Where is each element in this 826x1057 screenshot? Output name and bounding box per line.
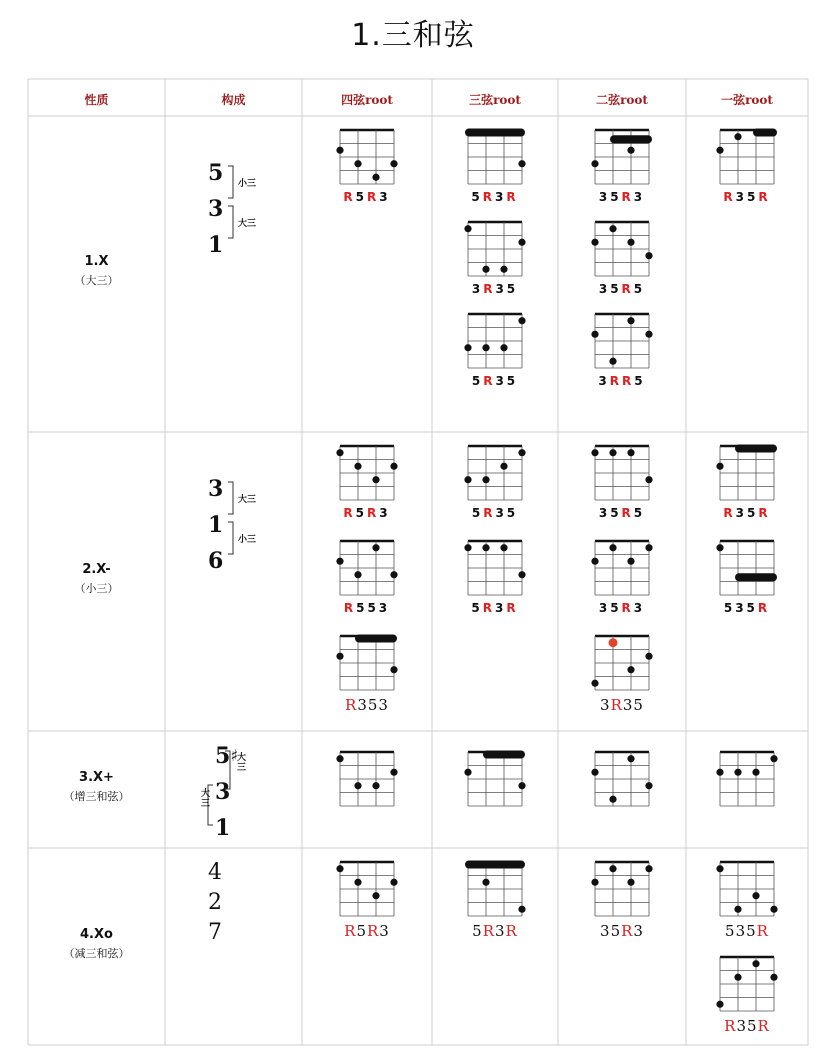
finger-dot — [354, 879, 361, 886]
note-label: 5 — [634, 374, 646, 388]
note-label: 5 — [471, 601, 483, 615]
note-label: 5 — [610, 506, 622, 520]
note-label: R — [367, 190, 380, 204]
chord-notes — [710, 190, 784, 204]
composition-number: 3 — [208, 196, 224, 222]
finger-dot — [591, 449, 598, 456]
note-label: 3 — [495, 922, 506, 940]
sharp-sign: ♯ — [230, 746, 239, 765]
chord-type-subtitle: （增三和弦） — [63, 789, 130, 803]
finger-dot — [645, 476, 652, 483]
composition-number: 5 — [208, 160, 224, 186]
chord-diagram — [589, 632, 655, 714]
barre-bar — [735, 573, 777, 581]
chord-type-subtitle: （小三） — [74, 581, 119, 595]
finger-dot — [627, 317, 634, 324]
finger-dot — [336, 147, 343, 154]
finger-dot — [500, 344, 507, 351]
note-label: R — [483, 374, 496, 388]
note-label: 3 — [471, 282, 484, 296]
finger-dot — [627, 755, 634, 762]
finger-dot — [591, 769, 598, 776]
finger-dot — [770, 755, 777, 762]
finger-dot — [372, 544, 379, 551]
note-label: 3 — [600, 696, 611, 714]
finger-dot — [645, 331, 652, 338]
note-label: R — [621, 601, 634, 615]
note-label: 3 — [379, 506, 391, 520]
note-label: R — [723, 506, 736, 520]
chord-notes — [330, 922, 404, 940]
composition-number: 4 — [208, 860, 222, 885]
chord-notes — [710, 506, 784, 520]
finger-dot — [390, 879, 397, 886]
chord-notes — [458, 601, 532, 615]
finger-dot — [518, 160, 525, 167]
note-label: 5 — [746, 922, 757, 940]
interval-label: 大三 — [238, 495, 257, 505]
finger-dot — [716, 544, 723, 551]
note-label: R — [757, 1017, 770, 1035]
note-label: 5 — [471, 506, 484, 520]
note-label: 5 — [746, 601, 758, 615]
chord-diagram — [589, 310, 655, 388]
chord-notes — [330, 696, 404, 714]
note-label: 3 — [598, 282, 611, 296]
note-label: 3 — [598, 190, 611, 204]
finger-dot — [482, 879, 489, 886]
chord-notes — [585, 374, 659, 388]
chord-diagram — [589, 858, 655, 940]
note-label: R — [621, 190, 634, 204]
note-label: R — [483, 282, 496, 296]
finger-dot — [464, 344, 471, 351]
chord-notes — [585, 922, 659, 940]
note-label: 5 — [633, 282, 646, 296]
chord-diagram — [462, 218, 528, 296]
note-label: 5 — [723, 601, 736, 615]
finger-dot — [645, 653, 652, 660]
chord-notes — [585, 601, 659, 615]
finger-dot — [716, 865, 723, 872]
finger-dot — [716, 463, 723, 470]
note-label: R — [758, 506, 771, 520]
note-label: R — [756, 922, 769, 940]
finger-dot — [734, 974, 741, 981]
finger-dot — [645, 865, 652, 872]
bracket — [225, 751, 230, 789]
note-label: R — [344, 922, 357, 940]
finger-dot — [645, 544, 652, 551]
finger-dot — [645, 252, 652, 259]
barre-bar — [355, 635, 397, 643]
finger-dot — [752, 960, 759, 967]
finger-dot — [716, 1001, 723, 1008]
barre-bar — [735, 445, 777, 453]
barre-bar — [465, 861, 525, 869]
composition-number: 1 — [208, 512, 224, 538]
chord-diagram — [462, 537, 528, 615]
note-label: 5 — [633, 696, 644, 714]
composition-number: 3 — [208, 476, 224, 502]
chord-diagram — [714, 748, 780, 810]
bracket — [228, 522, 233, 554]
note-label: 5 — [610, 190, 622, 204]
note-label: 3 — [378, 696, 389, 714]
finger-dot — [609, 225, 616, 232]
finger-dot — [627, 558, 634, 565]
chord-notes — [458, 282, 532, 296]
chord-type-name: 1.X — [84, 254, 109, 269]
interval-label: 小三 — [238, 179, 257, 189]
finger-dot — [354, 160, 361, 167]
note-label: R — [343, 190, 356, 204]
chord-type-name: 4.Xo — [80, 926, 113, 942]
finger-dot — [609, 449, 616, 456]
finger-dot — [372, 782, 379, 789]
header-string4-root: 四弦root — [341, 93, 393, 107]
finger-dot — [518, 317, 525, 324]
note-label: 3 — [598, 601, 611, 615]
note-label: 5 — [367, 696, 379, 714]
barre-bar — [610, 135, 652, 143]
chord-type-name: 3.X+ — [79, 769, 114, 785]
note-label: 3 — [633, 922, 644, 940]
note-label: 3 — [598, 374, 610, 388]
finger-dot — [716, 147, 723, 154]
chord-diagram — [334, 442, 400, 520]
finger-dot — [609, 865, 616, 872]
composition-number: 7 — [208, 920, 222, 945]
finger-dot — [518, 239, 525, 246]
chord-notes — [585, 190, 659, 204]
finger-dot — [336, 865, 343, 872]
chord-diagram — [334, 858, 400, 940]
finger-dot — [627, 147, 634, 154]
note-label: R — [367, 922, 380, 940]
chord-notes — [710, 922, 784, 940]
finger-dot — [518, 571, 525, 578]
finger-dot — [591, 239, 598, 246]
note-label: 3 — [495, 506, 507, 520]
finger-dot — [645, 782, 652, 789]
note-label: 5 — [471, 190, 483, 204]
note-label: R — [343, 601, 357, 615]
chord-diagram — [714, 442, 780, 520]
note-label: 5 — [367, 601, 379, 615]
note-label: 5 — [472, 922, 483, 940]
finger-dot — [482, 266, 489, 273]
note-label: R — [724, 1017, 737, 1035]
finger-dot — [609, 796, 616, 803]
chord-diagram — [334, 632, 400, 714]
finger-dot — [336, 558, 343, 565]
chord-diagram — [334, 537, 400, 615]
interval-label: 大三 — [237, 753, 247, 773]
note-label: R — [482, 190, 495, 204]
chord-notes — [458, 922, 532, 940]
finger-dot — [354, 571, 361, 578]
note-label: 5 — [747, 506, 759, 520]
note-label: 5 — [610, 922, 622, 940]
finger-dot — [609, 544, 616, 551]
note-label: 5 — [610, 282, 622, 296]
finger-dot — [518, 906, 525, 913]
note-label: R — [343, 506, 356, 520]
finger-dot — [734, 133, 741, 140]
note-label: 3 — [495, 601, 507, 615]
interval-label: 大三 — [201, 789, 211, 809]
finger-dot — [770, 906, 777, 913]
note-label: 5 — [356, 922, 367, 940]
note-label: 3 — [735, 601, 747, 615]
chord-notes — [458, 190, 532, 204]
chord-notes — [585, 282, 659, 296]
note-label: 3 — [600, 922, 611, 940]
note-label: 5 — [506, 374, 519, 388]
note-label: 3 — [598, 506, 611, 520]
finger-dot — [482, 344, 489, 351]
chord-diagram — [714, 953, 780, 1035]
page-title: 1.三和弦 — [351, 18, 475, 53]
note-label: 3 — [735, 506, 747, 520]
chord-notes — [585, 696, 659, 714]
note-label: 3 — [495, 374, 507, 388]
note-label: R — [723, 190, 736, 204]
chord-notes — [330, 506, 404, 520]
note-label: R — [621, 922, 634, 940]
note-label: 5 — [506, 282, 519, 296]
finger-dot — [336, 449, 343, 456]
finger-dot — [627, 666, 634, 673]
finger-dot — [627, 449, 634, 456]
note-label: 5 — [633, 506, 646, 520]
finger-dot — [500, 463, 507, 470]
note-label: R — [506, 601, 519, 615]
finger-dot — [591, 558, 598, 565]
chord-diagram — [462, 858, 528, 940]
finger-dot — [354, 782, 361, 789]
chord-diagram — [462, 310, 528, 388]
note-label: R — [345, 696, 358, 714]
chord-diagram — [589, 218, 655, 296]
finger-dot — [390, 160, 397, 167]
note-label: 5 — [356, 601, 368, 615]
chord-type-subtitle: （减三和弦） — [63, 946, 130, 960]
finger-dot — [390, 571, 397, 578]
finger-dot — [591, 879, 598, 886]
note-label: 3 — [379, 190, 391, 204]
finger-dot — [627, 239, 634, 246]
note-label: 3 — [495, 282, 507, 296]
header-string3-root: 三弦root — [469, 93, 521, 107]
root-dot — [609, 638, 618, 647]
note-label: R — [621, 506, 634, 520]
note-label: 3 — [379, 922, 390, 940]
note-label: 3 — [735, 190, 747, 204]
finger-dot — [627, 879, 634, 886]
finger-dot — [354, 463, 361, 470]
chord-diagram — [714, 126, 780, 204]
chord-diagram — [334, 126, 400, 204]
chord-diagram — [589, 126, 655, 204]
finger-dot — [464, 769, 471, 776]
bracket — [228, 482, 233, 514]
finger-dot — [482, 544, 489, 551]
note-label: R — [609, 374, 622, 388]
finger-dot — [390, 666, 397, 673]
finger-dot — [390, 463, 397, 470]
interval-label: 小三 — [238, 535, 257, 545]
note-label: 5 — [725, 922, 736, 940]
chord-diagram — [714, 858, 780, 940]
finger-dot — [482, 476, 489, 483]
note-label: R — [758, 190, 771, 204]
note-label: R — [506, 190, 519, 204]
composition-number: 1 — [208, 232, 224, 258]
chord-diagram — [462, 442, 528, 520]
chord-diagram — [462, 748, 528, 810]
barre-bar — [465, 129, 525, 137]
finger-dot — [518, 782, 525, 789]
chord-notes — [710, 1017, 784, 1035]
note-label: 5 — [506, 506, 519, 520]
finger-dot — [518, 449, 525, 456]
chord-diagram — [334, 748, 400, 810]
note-label: 5 — [747, 190, 759, 204]
chord-diagram — [589, 537, 655, 615]
finger-dot — [734, 769, 741, 776]
chord-notes — [458, 374, 532, 388]
finger-dot — [500, 266, 507, 273]
chord-notes — [458, 506, 532, 520]
chord-diagram — [589, 748, 655, 810]
composition-number: 3 — [215, 779, 231, 805]
finger-dot — [591, 331, 598, 338]
bracket — [228, 166, 233, 198]
chord-notes — [585, 506, 659, 520]
note-label: 3 — [378, 601, 391, 615]
note-label: R — [482, 601, 495, 615]
note-label: 3 — [633, 190, 646, 204]
bracket — [228, 206, 233, 238]
finger-dot — [609, 358, 616, 365]
finger-dot — [336, 653, 343, 660]
barre-bar — [483, 751, 525, 759]
note-label: R — [367, 506, 380, 520]
composition-number: 6 — [208, 548, 224, 574]
note-label: R — [505, 922, 518, 940]
finger-dot — [464, 225, 471, 232]
header-nature: 性质 — [84, 93, 109, 107]
chord-notes — [330, 601, 404, 615]
note-label: 5 — [355, 506, 367, 520]
finger-dot — [372, 476, 379, 483]
chord-type-name: 2.X- — [82, 561, 111, 577]
composition-number: 2 — [208, 890, 222, 915]
finger-dot — [716, 769, 723, 776]
chord-type-subtitle: （大三） — [74, 274, 119, 287]
chord-diagram — [589, 442, 655, 520]
note-label: R — [610, 696, 623, 714]
finger-dot — [336, 755, 343, 762]
finger-dot — [591, 160, 598, 167]
note-label: 5 — [471, 374, 484, 388]
finger-dot — [372, 174, 379, 181]
chord-notes — [330, 190, 404, 204]
note-label: 5 — [355, 190, 367, 204]
chord-diagram — [462, 126, 528, 204]
finger-dot — [752, 892, 759, 899]
header-composition: 构成 — [221, 93, 246, 107]
note-label: 3 — [735, 922, 747, 940]
header-string2-root: 二弦root — [596, 93, 648, 107]
finger-dot — [372, 892, 379, 899]
note-label: 5 — [610, 601, 622, 615]
note-label: 3 — [622, 696, 634, 714]
note-label: 3 — [357, 696, 368, 714]
note-label: 5 — [747, 1017, 758, 1035]
finger-dot — [464, 476, 471, 483]
finger-dot — [752, 769, 759, 776]
composition-number: 5♯ — [215, 743, 239, 769]
finger-dot — [500, 544, 507, 551]
chord-diagram — [714, 537, 780, 615]
finger-dot — [390, 769, 397, 776]
composition-number: 1 — [215, 815, 231, 841]
chord-notes — [710, 601, 784, 615]
interval-label: 大三 — [238, 219, 257, 229]
note-label: R — [622, 374, 635, 388]
note-label: 3 — [633, 601, 646, 615]
note-label: R — [757, 601, 771, 615]
note-label: 3 — [736, 1017, 747, 1035]
note-label: R — [483, 506, 496, 520]
note-label: R — [482, 922, 495, 940]
header-string1-root: 一弦root — [721, 93, 773, 107]
finger-dot — [770, 974, 777, 981]
note-label: 3 — [495, 190, 507, 204]
finger-dot — [734, 906, 741, 913]
finger-dot — [464, 544, 471, 551]
finger-dot — [591, 680, 598, 687]
barre-bar — [753, 129, 777, 137]
note-label: R — [621, 282, 634, 296]
